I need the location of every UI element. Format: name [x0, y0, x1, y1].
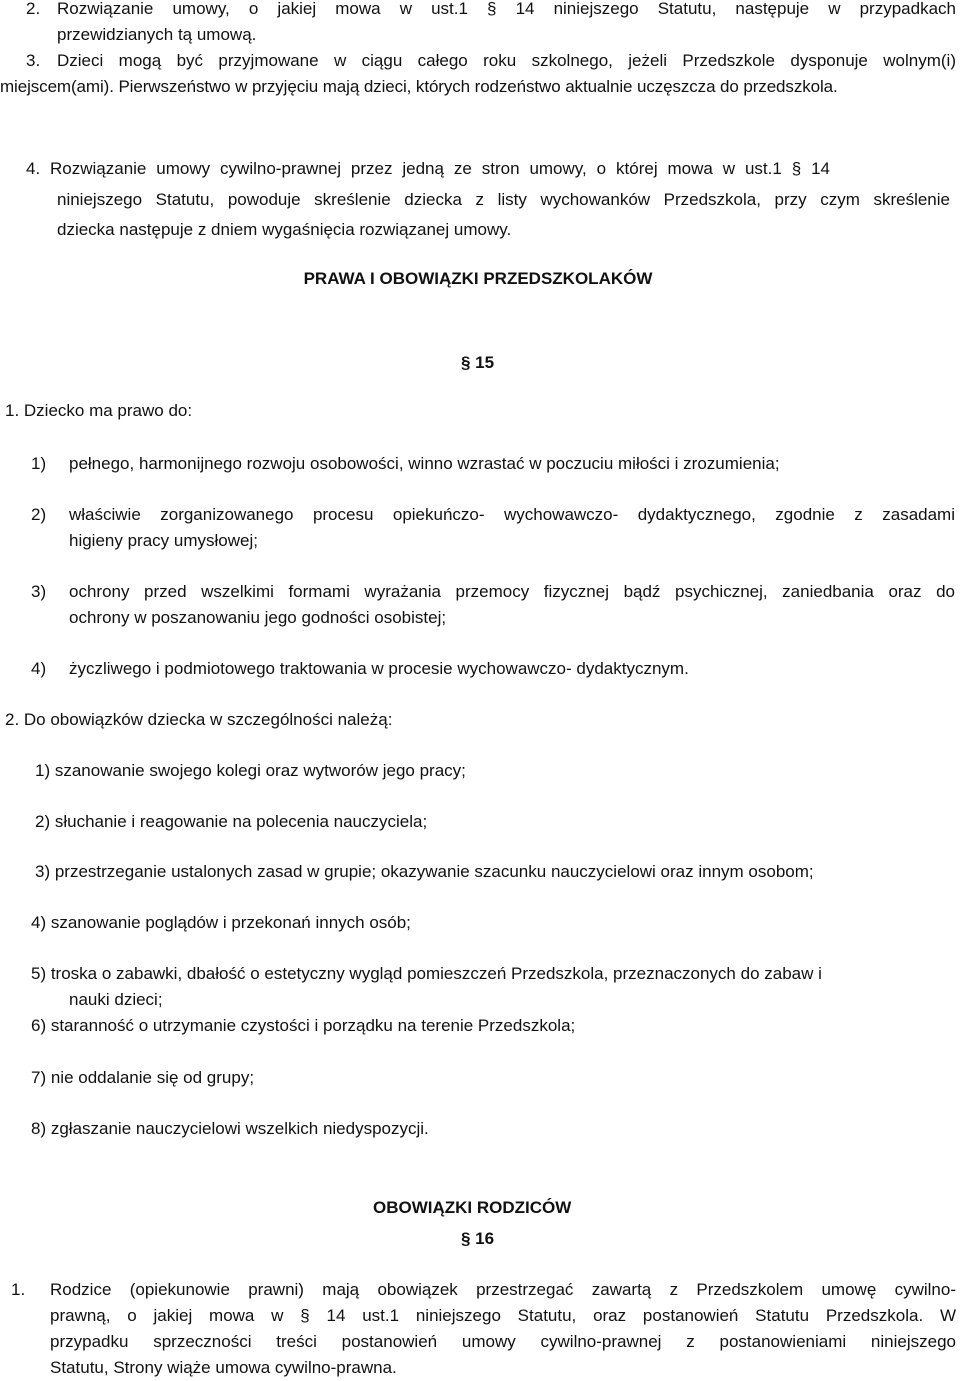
list-item-continued: higieny pracy umysłowej;	[69, 531, 258, 550]
list-item: życzliwego i podmiotowego traktowania w procesie wychowawczo- dydaktycznym.	[69, 659, 689, 678]
rights-intro: 1. Dziecko ma prawo do:	[5, 401, 193, 420]
parents-paragraph-line-3: przypadku sprzeczności treści postanowień umowy cywilno-prawnej z postanowieniami niniejszego	[50, 1332, 956, 1351]
list-number: 4)	[31, 659, 47, 678]
list-item: ochrony przed wszelkimi formami wyrażania przemocy fizycznej bądź psychicznej, zaniedbania oraz do	[69, 582, 955, 601]
duty-item: 1) szanowanie swojego kolegi oraz wytworów jego pracy;	[35, 761, 466, 780]
list-number: 1)	[31, 454, 47, 473]
section-heading: OBOWIĄZKI RODZICÓW	[373, 1198, 572, 1217]
paragraph-number: 1.	[11, 1280, 26, 1299]
paragraph-2-line-2: przewidzianych tą umową.	[57, 25, 257, 44]
duty-item: 7) nie oddalanie się od grupy;	[31, 1068, 255, 1087]
list-item-continued: ochrony w poszanowaniu jego godności osobistej;	[69, 608, 447, 627]
paragraph-4-line-2: niniejszego Statutu, powoduje skreślenie dziecka z listy wychowanków Przedszkola, przy czym skreślenie	[57, 190, 950, 209]
list-number: 2)	[31, 505, 47, 524]
duty-item: 3) przestrzeganie ustalonych zasad w grupie; okazywanie szacunku nauczycielowi oraz innym osobom;	[35, 862, 814, 881]
paragraph-4-line-1: Rozwiązanie umowy cywilno-prawnej przez jedną ze stron umowy, o której mowa w ust.1 § 14	[50, 159, 830, 178]
paragraph-number: 3.	[26, 51, 41, 70]
paragraph-number: 4.	[26, 159, 41, 178]
section-number: § 15	[461, 353, 495, 372]
paragraph-3-line-1: Dzieci mogą być przyjmowane w ciągu całego roku szkolnego, jeżeli Przedszkole dysponuje wolnym(i)	[57, 51, 956, 70]
duty-item: 2) słuchanie i reagowanie na polecenia nauczyciela;	[35, 812, 428, 831]
paragraph-2-line-1: Rozwiązanie umowy, o jakiej mowa w ust.1 § 14 niniejszego Statutu, następuje w przypadkach	[57, 0, 956, 18]
section-number: § 16	[461, 1229, 495, 1248]
parents-paragraph-line-1: Rodzice (opiekunowie prawni) mają obowiązek przestrzegać zawartą z Przedszkolem umowę cywilno-	[50, 1280, 956, 1299]
parents-paragraph-line-4: Statutu, Strony wiąże umowa cywilno-prawna.	[50, 1358, 397, 1377]
list-item: właściwie zorganizowanego procesu opiekuńczo- wychowawczo- dydaktycznego, zgodnie z zasadami	[69, 505, 955, 524]
duty-item: 5) troska o zabawki, dbałość o estetyczny wygląd pomieszczeń Przedszkola, przeznaczonych do zabaw i	[31, 964, 822, 983]
duty-item: 8) zgłaszanie nauczycielowi wszelkich niedyspozycji.	[31, 1119, 429, 1138]
list-item: pełnego, harmonijnego rozwoju osobowości, winno wzrastać w poczuciu miłości i zrozumienia;	[69, 454, 780, 473]
duties-intro: 2. Do obowiązków dziecka w szczególności należą:	[5, 710, 393, 729]
duty-item: 6) staranność o utrzymanie czystości i porządku na terenie Przedszkola;	[31, 1016, 576, 1035]
paragraph-3-line-2: miejscem(ami). Pierwszeństwo w przyjęciu mają dzieci, których rodzeństwo aktualnie uczęszcza do przedszkola.	[0, 77, 838, 96]
list-number: 3)	[31, 582, 47, 601]
section-heading: PRAWA I OBOWIĄZKI PRZEDSZKOLAKÓW	[303, 269, 653, 288]
duty-item-continued: nauki dzieci;	[69, 990, 163, 1009]
duty-item: 4) szanowanie poglądów i przekonań innych osób;	[31, 913, 411, 932]
paragraph-number: 2.	[26, 0, 41, 18]
paragraph-4-line-3: dziecka następuje z dniem wygaśnięcia rozwiązanej umowy.	[57, 220, 512, 239]
parents-paragraph-line-2: prawną, o jakiej mowa w § 14 ust.1 niniejszego Statutu, oraz postanowień Statutu Przedszkola. W	[50, 1306, 956, 1325]
